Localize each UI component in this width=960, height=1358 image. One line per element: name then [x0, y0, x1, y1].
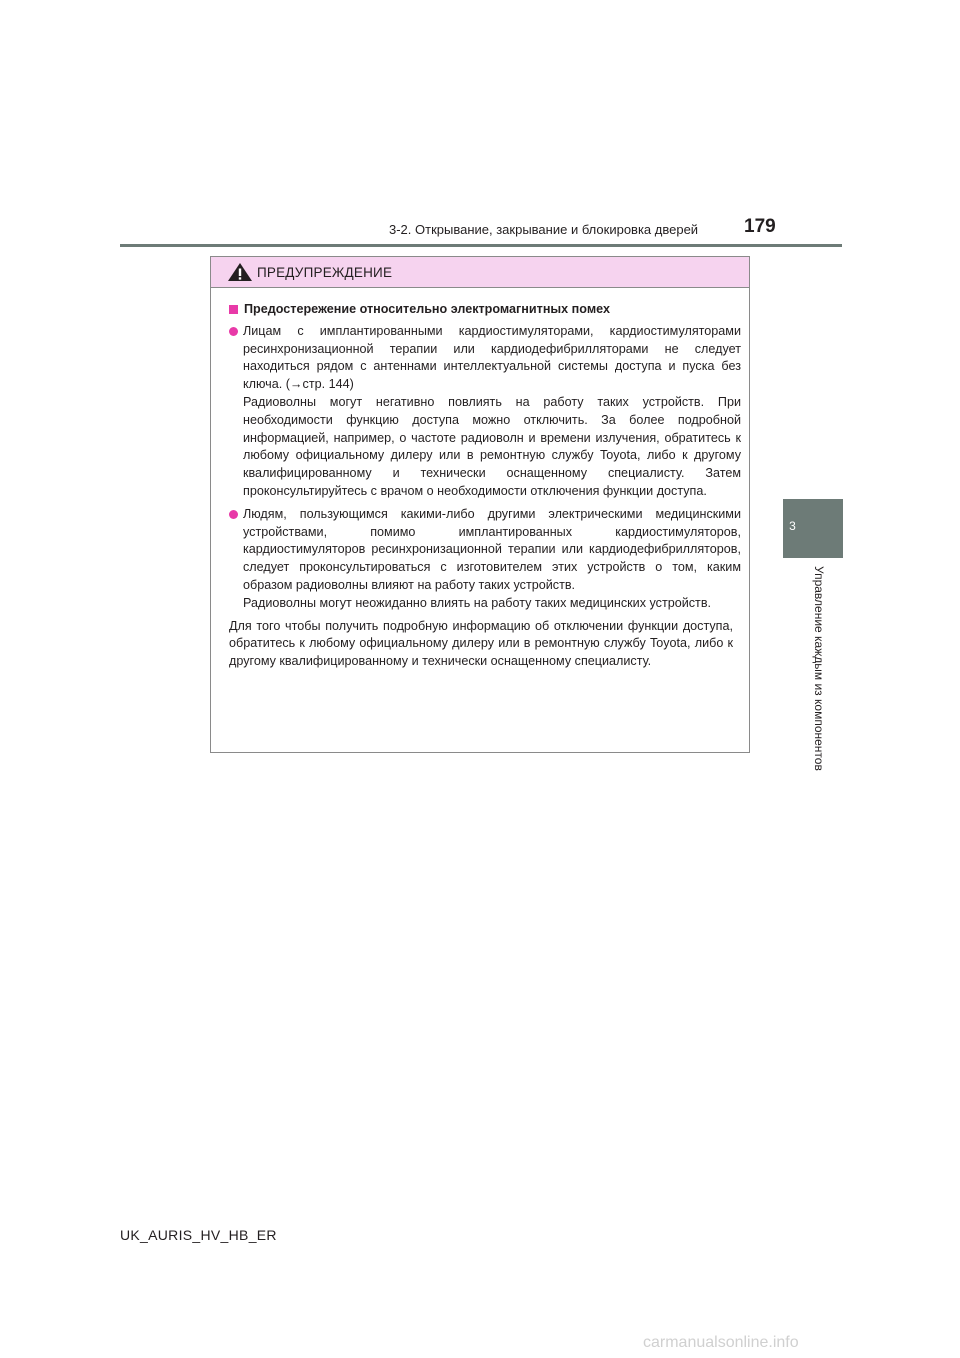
- warning-topic: [229, 301, 741, 319]
- list-item: [229, 323, 741, 501]
- chapter-number: 3: [789, 519, 796, 533]
- document-code: UK_AURIS_HV_HB_ER: [120, 1227, 277, 1243]
- item-paragraph: Радиоволны могут негативно повлиять на работу таких устройств. При необходимости функцию доступа можно отключить. За более подробной информацией, например, о частоте радиоволн и времени излучения, обратитесь к любому официальному дилеру или в ремонтную службу Toyota, либо к другому квалифицированному и технически оснащенному специалисту. Затем проконсультируйтесь с врачом о необходимости отключения функции доступа.: [243, 394, 741, 498]
- item-paragraph: Лицам с имплантированными кардиостимуляторами, кардиостимуляторами ресинхронизационной терапии или кардиодефибрилляторами не следует находиться рядом с антеннами интеллектуальной системы доступа и пуска без ключа. (→стр. 144): [243, 323, 741, 392]
- bullet-dot-icon: [229, 510, 238, 519]
- warning-title: ПРЕДУПРЕЖДЕНИЕ: [257, 264, 393, 280]
- page-number: 179: [744, 216, 776, 237]
- closing-paragraph: Для того чтобы получить подробную информацию об отключении функции доступа, обратитесь к любому официальному дилеру или в ремонтную службу Toyota, либо к другому квалифицированному и технически оснащенному специалисту.: [229, 618, 733, 669]
- warning-box: [210, 256, 750, 753]
- chapter-tab: [783, 499, 843, 558]
- list-item: [229, 506, 741, 613]
- square-bullet-icon: [229, 305, 238, 314]
- warning-triangle-icon: [227, 262, 253, 282]
- item-paragraph: Людям, пользующимся какими-либо другими электрическими медицинскими устройствами, помимо имплантированных кардиостимуляторов, кардиостимуляторов ресинхронизационной терапии или кардиодефибрилляторов, следует проконсультироваться с изготовителем этих устройств о том, каким образом радиоволны влияют на работу таких устройств.: [243, 506, 741, 592]
- warning-topic-text: Предостережение относительно электромагнитных помех: [244, 302, 610, 316]
- header-rule: [120, 244, 842, 247]
- bullet-dot-icon: [229, 327, 238, 336]
- chapter-label: Управление каждым из компонентов: [812, 566, 826, 771]
- section-title: 3-2. Открывание, закрывание и блокировка дверей: [389, 222, 699, 237]
- warning-body: [211, 288, 749, 671]
- warning-header: [211, 257, 749, 288]
- watermark: carmanualsonline.info: [643, 1334, 799, 1351]
- item-paragraph: Радиоволны могут неожиданно влиять на работу таких медицинских устройств.: [243, 595, 712, 610]
